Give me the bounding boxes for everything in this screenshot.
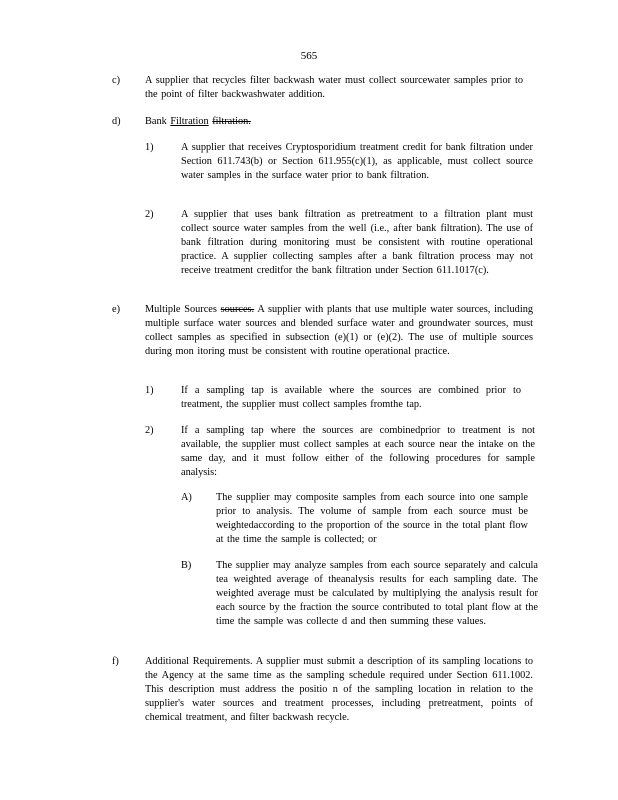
marker-e: e) [112,304,120,315]
page-number: 565 [300,50,318,62]
paragraph-e2a: The supplier may composite samples from each source into one sample prior to analysis. The volume of sample from each source must be weightedaccording to the proportion of the source in the total plant flow at the time the sample is collected; or [216,492,528,545]
paragraph-d2: A supplier that uses bank filtration as pretreatment to a filtration plant must collect source water samples from the well (i.e., after bank filtration). The use of bank filtration during monitoring must be consistent with routine operational practice. A supplier collecting samples after a bank filtration process may not receive treatment creditfor the bank filtration under Section 611.1017(c). [181,209,533,276]
heading-d-underlined: Filtration [170,116,209,127]
paragraph-c: A supplier that recycles filter backwash water must collect sourcewater samples prior to the point of filter backwashwater addition. [145,75,523,100]
marker-c: c) [112,75,120,86]
marker-d1: 1) [145,142,154,153]
paragraph-e-text: A supplier with plants that use multiple water sources, including multiple surface water sources and blended surface water and groundwater sources, must collect samples as specified in subsection (e)(1) or (e)(2). The use of multiple sources during mon itoring must be consistent with routine operational practice. [145,304,533,357]
marker-f: f) [112,656,119,667]
paragraph-e [145,303,533,359]
paragraph-d1: A supplier that receives Cryptosporidium treatment credit for bank filtration under Section 611.743(b) or Section 611.955(c)(1), as applicable, must collect source water samples in the surface water prior to bank filtration. [181,142,533,181]
marker-e2b: B) [181,560,192,571]
paragraph-e2: If a sampling tap where the sources are combinedprior to treatment is not available, the supplier must collect samples at each source near the intake on the same day, and it must follow either of the following procedures for sample analysis: [181,425,535,478]
marker-e2: 2) [145,425,154,436]
marker-e2a: A) [181,492,192,503]
heading-d-start: Bank [145,116,167,127]
marker-d2: 2) [145,209,154,220]
heading-e-struck: sources. [220,304,255,315]
paragraph-e2b: The supplier may analyze samples from each source separately and calcula tea weighted average of theanalysis results for each sampling date. The weighted average must be calculated by multiplying the analysis result for each source by the fraction the source contributed to total plant flow at the time the sample was collecte d and then summing these values. [216,560,538,627]
marker-d: d) [112,116,121,127]
heading-e: Multiple Sources [145,304,217,315]
paragraph-e1: If a sampling tap is available where the sources are combined prior to treatment, the supplier must collect samples fromthe tap. [181,385,521,410]
marker-e1: 1) [145,385,154,396]
heading-d-struck: filtration. [212,116,251,127]
heading-d [145,115,445,129]
paragraph-f: Additional Requirements. A supplier must submit a description of its sampling locations to the Agency at the same time as the sampling schedule required under Section 611.1002. This description must address the positio n of the sampling location in relation to the supplier's water sources and treatment processes, including pretreatment, points of chemical treatment, and filter backwash recycle. [145,656,533,723]
